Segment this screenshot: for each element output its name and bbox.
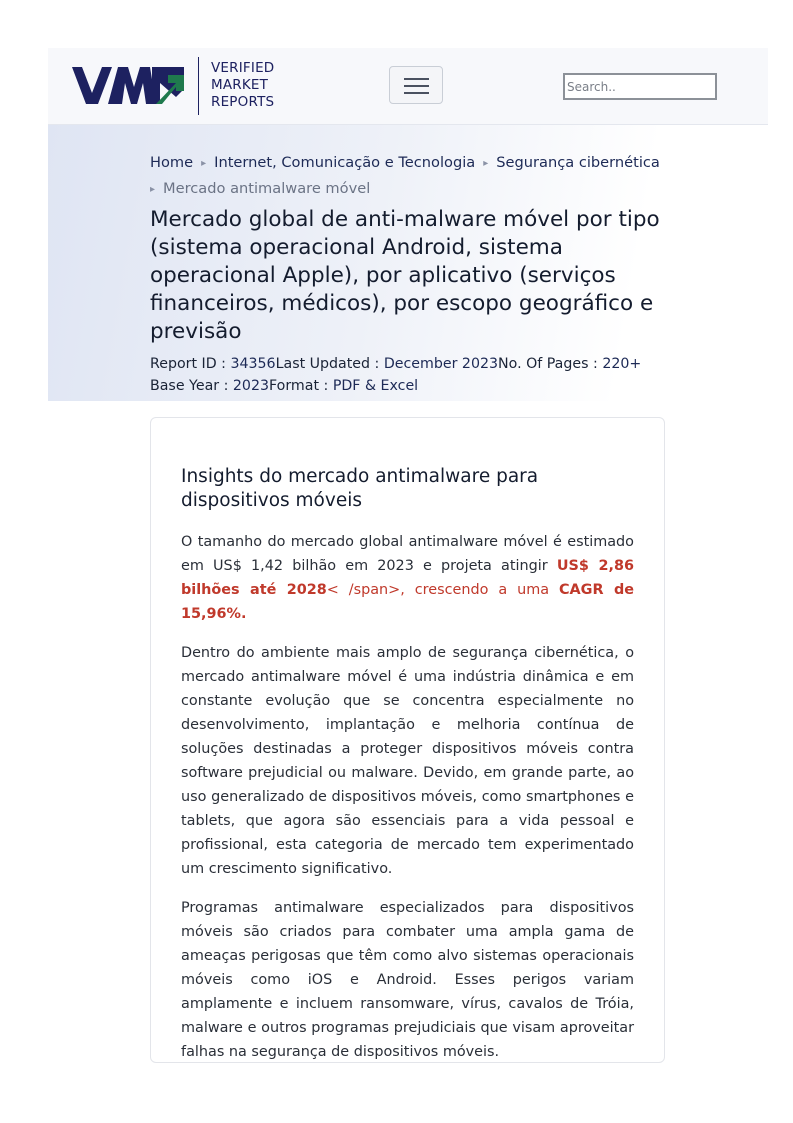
brand-name-line: MARKET [211,77,269,93]
page-title: Mercado global de anti-malware móvel por tipo (sistema operacional Android, sistema operacional Apple), por aplicativo (serviços financeiros, médicos), por escopo geográfico e previsão [150,207,660,344]
article-card [150,417,665,1063]
page-frame [48,48,768,1123]
brand-name [211,60,274,111]
logo-divider [198,57,199,115]
format-value: PDF & Excel [332,378,419,394]
report-hero [48,125,768,401]
pages-value: 220+ [602,356,642,372]
breadcrumb-home[interactable]: Home [150,154,194,171]
paragraph-text: < /span>, crescendo a uma [326,582,559,598]
menu-icon-bar [404,78,429,80]
market-size-highlight: US$ 2,86 bilhões até 2028 [181,558,634,598]
report-id-value: 34356 [230,356,276,372]
article-heading: Insights do mercado antimalware para dispositivos móveis [181,466,539,511]
report-meta [150,353,670,397]
breadcrumb-category[interactable]: Internet, Comunicação e Tecnologia [214,154,476,171]
menu-icon-bar [404,92,429,94]
search-input[interactable] [563,73,717,100]
paragraph-text: O tamanho do mercado global antimalware móvel é estimado em US$ 1,42 bilhão em 2023 e projeta atingir [181,534,634,574]
format-label: Format : [269,378,333,394]
breadcrumb [150,151,670,203]
site-header [48,48,768,125]
pages-label: No. Of Pages : [498,356,603,372]
brand-name-line: REPORTS [211,94,275,110]
brand-logo[interactable] [72,57,282,115]
report-id-label: Report ID : [150,356,231,372]
hamburger-menu-button[interactable] [389,66,443,104]
brand-name-line: VERIFIED [211,60,275,76]
article-paragraph [181,530,634,626]
article-paragraph: Programas antimalware especializados para dispositivos móveis são criados para combater uma ampla gama de ameaças perigosas que têm como alvo sistemas operacionais móveis como iOS e Android. Esses perigos variam amplamente e incluem ransomware, vírus, cavalos de Tróia, malware e outros programas prejudiciais que visam aproveitar falhas na segurança de dispositivos móveis. [181,900,634,1060]
article-body [181,530,634,1063]
base-year-value: 2023 [232,378,270,394]
article-paragraph: Dentro do ambiente mais amplo de segurança cibernética, o mercado antimalware móvel é uma indústria dinâmica e em constante evolução que se concentra especialmente no desenvolvimento, implantação e melhoria contínua de soluções destinadas a proteger dispositivos móveis contra software prejudicial ou malware. Devido, em grande parte, ao uso generalizado de dispositivos móveis, como smartphones e tablets, que agora são essenciais para a vida pessoal e profissional, esta categoria de mercado tem experimentado um crescimento significativo. [181,645,634,877]
breadcrumb-subcategory[interactable]: Segurança cibernética [496,154,660,171]
last-updated-label: Last Updated : [275,356,384,372]
breadcrumb-current: Mercado antimalware móvel [163,180,371,197]
menu-icon-bar [404,85,429,87]
chevron-right-icon: ▸ [483,158,489,169]
base-year-label: Base Year : [150,378,233,394]
last-updated-value: December 2023 [383,356,499,372]
chevron-right-icon: ▸ [201,158,207,169]
vmr-logo-icon [72,67,184,104]
chevron-right-icon: ▸ [150,184,156,195]
cagr-highlight: CAGR de 15,96%. [181,582,635,622]
